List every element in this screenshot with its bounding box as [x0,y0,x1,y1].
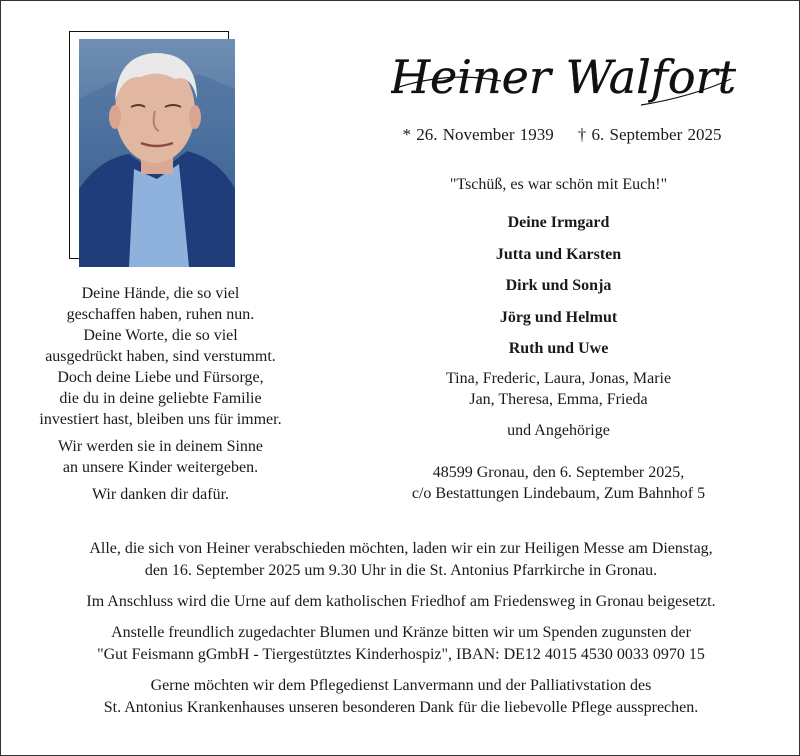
poem-stanza-2: Wir werden sie in deinem Sinne an unsere Kinder weitergeben. [57,438,264,476]
family-member: Dirk und Sonja [505,277,612,294]
portrait-photo [79,39,235,267]
thanks-notice: Gerne möchten wir dem Pflegedienst Lanvermann und der Palliativstation des St. Antonius Krankenhauses unseren besonderen Dank für die liebevolle Pflege aussprechen. [103,677,699,716]
donation-notice: Anstelle freundlich zugedachter Blumen und Kränze bitten wir um Spenden zugunsten der "Gut Feismann gGmbH - Tiergestütztes Kinderhospiz", IBAN: DE12 4015 4530 0033 0970 15 [97,624,705,663]
name-text: Heiner Walfort [391,50,736,104]
birth-date: * 26. November 1939 [402,125,554,144]
mass-notice: Alle, die sich von Heiner verabschieden möchten, laden wir ein zur Heiligen Messe am Dienstag, den 16. September 2025 um 9.30 Uhr in die St. Antonius Pfarrkirche in Gronau. [89,540,713,579]
relatives: und Angehörige [507,422,610,439]
family-member: Ruth und Uwe [508,340,609,357]
name-signature [391,31,736,121]
grandchildren-line: Tina, Frederic, Laura, Jonas, Marie [445,370,672,387]
burial-notice: Im Anschluss wird die Urne auf dem katholischen Friedhof am Friedensweg in Gronau beigesetzt. [86,593,716,610]
life-dates [387,125,737,145]
grandchildren [381,368,736,410]
farewell-quote: "Tschüß, es war schön mit Euch!" [449,176,668,193]
death-date: † 6. September 2025 [577,125,722,144]
poem [13,283,308,511]
family-member: Jutta und Karsten [495,245,622,263]
poem-stanza-1: Deine Hände, die so viel geschaffen haben, ruhen nun. Deine Worte, die so viel ausgedrückt haben, sind verstummt. Doch deine Liebe und Fürsorge, die du in deine geliebte Familie investiert hast, bleiben uns für immer. [39,285,282,428]
address-line: c/o Bestattungen Lindebaum, Zum Bahnhof 5 [411,485,706,502]
address [381,462,736,504]
grandchildren-line: Jan, Theresa, Emma, Frieda [469,391,648,408]
deceased-name [391,31,736,121]
notices [21,538,781,728]
family-member: Deine Irmgard [507,214,610,231]
family-member: Jörg und Helmut [499,308,618,326]
address-line: 48599 Gronau, den 6. September 2025, [432,464,685,481]
family-list [381,211,736,369]
poem-stanza-3: Wir danken dir dafür. [91,486,230,503]
